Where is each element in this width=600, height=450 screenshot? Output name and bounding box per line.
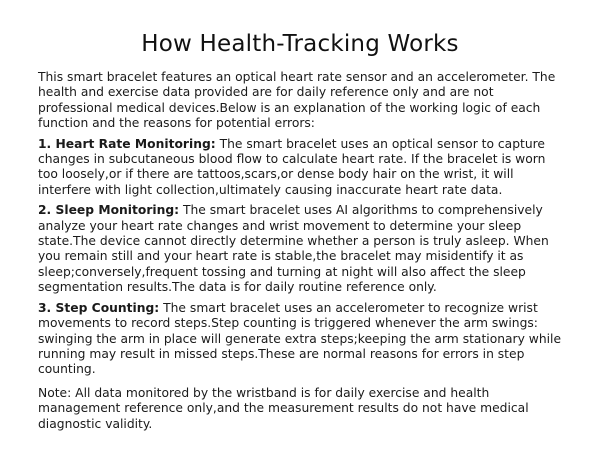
note-paragraph: Note: All data monitored by the wristband is for daily exercise and health management reference only,and the measurement results do not have medical diagnostic validity. xyxy=(38,385,529,431)
section-heading: 1. Heart Rate Monitoring: xyxy=(38,136,216,151)
section-heading: 3. Step Counting: xyxy=(38,300,160,315)
section-heading: 2. Sleep Monitoring: xyxy=(38,203,180,218)
section-body: The smart bracelet uses an accelerometer to recognize wrist movements to record steps.Step counting is triggered whenever the arm swings: swinging the arm in place will generate extra steps;keeping the arm stationary while running may result in missed steps.These are normal reasons for errors in step counting. xyxy=(38,300,562,377)
section-body: The smart bracelet uses AI algorithms to comprehensively analyze your heart rate changes and wrist movement to determine your sleep state.The device cannot directly determine whether a person is truly asleep. When you remain still and your heart rate is stable,the bracelet may misidentify it as sleep;conversely,frequent tossing and turning at night will also affect the sleep segmentation results.The data is for daily routine reference only. xyxy=(38,203,549,295)
intro-paragraph: This smart bracelet features an optical heart rate sensor and an accelerometer. The health and exercise data provided are for daily reference only and are not professional medical devices.Below is an explanation of the working logic of each function and the reasons for potential errors: xyxy=(38,70,556,131)
section-body: The smart bracelet uses an optical sensor to capture changes in subcutaneous blood flow to calculate heart rate. If the bracelet is worn too loosely,or if there are tattoos,scars,or dense body hair on the wrist, it will interfere with light collection,ultimately causing inaccurate heart rate data. xyxy=(38,136,546,197)
section-sleep xyxy=(38,203,562,295)
page-title: How Health-Tracking Works xyxy=(141,31,459,57)
section-heart-rate xyxy=(38,137,562,199)
section-step-counting xyxy=(38,301,562,378)
